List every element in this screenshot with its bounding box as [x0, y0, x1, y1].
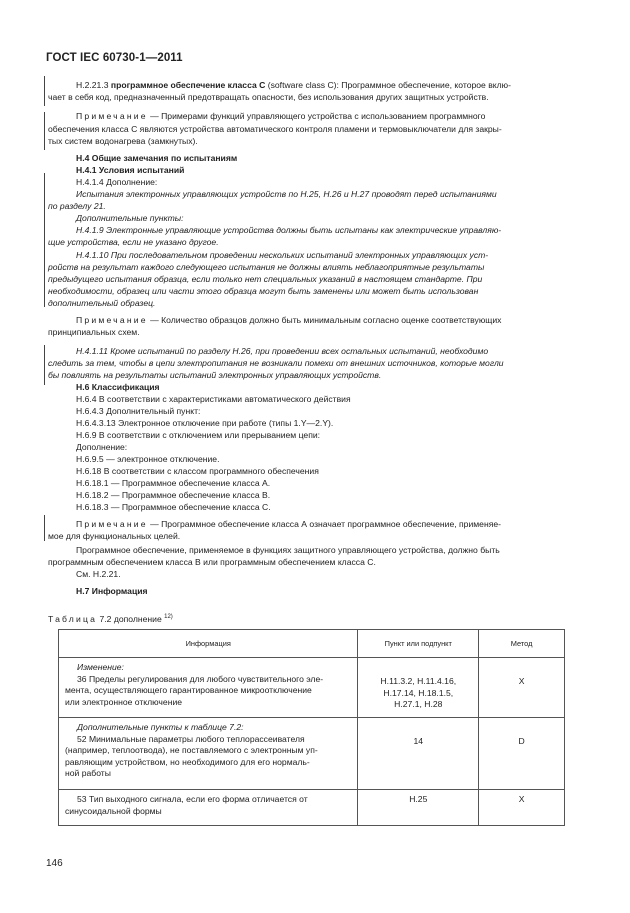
cell-line: Н.17.14, Н.18.1.5, [383, 687, 454, 698]
cell-line: или электронное отключение [65, 696, 183, 707]
note-line: тых систем водонагрева (замкнутых). [48, 136, 198, 146]
table-caption [48, 612, 173, 625]
paragraph-line: по разделу 21. [48, 201, 106, 211]
cell-line: мента, осуществляющего гарантированное микроотключение [65, 685, 312, 695]
cell-line: ной работы [65, 768, 111, 778]
cell-line: Н.27.1, Н.28 [394, 699, 443, 709]
paragraph-line: следить за тем, чтобы в цепи электропитания не возникали помехи от внешних источников, которые могли [48, 358, 504, 368]
clause-text: (software class С): Программное обеспечение, которое вклю- [265, 80, 511, 90]
section-heading: Н.6 Классификация [76, 382, 160, 392]
paragraph-line: См. Н.2.21. [76, 569, 121, 579]
note-line: принципиальных схем. [48, 327, 140, 337]
paragraph-line: Н.6.9 В соответствии с отключением или прерыванием цепи: [76, 430, 321, 440]
table-header-row [59, 630, 565, 658]
table-caption-text: 7.2 дополнение [97, 613, 165, 624]
subsection-heading: Н.4.1 Условия испытаний [76, 165, 185, 175]
section-heading: Н.7 Информация [76, 586, 148, 596]
note-label: Примечание [76, 111, 148, 121]
cell-line: Н.11.3.2, Н.11.4.16, [380, 676, 457, 686]
paragraph-line: дополнительный образец. [48, 298, 156, 308]
paragraph-line: Н.6.18.1 — Программное обеспечение класса А. [76, 478, 271, 488]
cell-line: Дополнительные пункты к таблице 7.2: [77, 722, 244, 732]
paragraph-line [76, 80, 511, 91]
cell-line: (например, теплоотвода), не поставляемого с электронным уп- [65, 745, 318, 755]
change-bar [44, 212, 45, 307]
paragraph-line: предыдущего испытания образца, если только нет специальных указаний в настоящем стандарте. При [48, 274, 483, 284]
change-bar [44, 515, 45, 541]
change-bar [44, 173, 45, 213]
paragraph-line: программным обеспечением класса В или программным обеспечением класса С. [48, 557, 376, 567]
clause-number: Н.2.21.3 [76, 80, 111, 90]
method-cell: X [479, 658, 565, 718]
cell-line: 36 Пределы регулирования для любого чувствительного эле- [77, 673, 324, 684]
paragraph-line: Н.6.9.5 — электронное отключение. [76, 454, 220, 464]
cell-line: 52 Минимальные параметры любого теплорассеивателя [77, 733, 305, 744]
change-bar [44, 345, 45, 385]
note-line: обеспечения класса С являются устройства автоматического контроля пламени и термовыключатели для закры- [48, 124, 502, 134]
paragraph-line: Н.6.4 В соответствии с характеристиками автоматического действия [76, 394, 351, 404]
cell-line: синусоидальной формы [65, 805, 162, 816]
table-caption-label: Таблица [48, 613, 98, 624]
cell-line: Изменение: [77, 662, 124, 672]
method-cell: D [479, 718, 565, 790]
paragraph-line [76, 346, 488, 357]
page-number: 146 [46, 858, 63, 869]
clause-cell [358, 718, 479, 790]
paragraph-line: Программное обеспечение, применяемое в функциях защитного управляющего устройства, должно быть [76, 545, 500, 555]
paragraph-line: Дополнительные пункты: [76, 213, 184, 223]
note-text: — Программное обеспечение класса А означает программное обеспечение, применяе- [147, 519, 501, 529]
term-bold: программное обеспечение класса С [110, 80, 266, 90]
note-label: Примечание [76, 519, 148, 529]
cell-line: 53 Тип выходного сигнала, если его форма отличается от [77, 794, 308, 804]
table-row [59, 790, 565, 826]
cell-line: 14 [413, 736, 424, 746]
note-text: — Примерами функций управляющего устройства с использованием программного [147, 111, 486, 121]
table-row [59, 658, 565, 718]
paragraph-line: Н.4.1.10 При последовательном проведении нескольких испытаний электронных управляющих уст- [76, 250, 489, 260]
change-bar [44, 112, 45, 150]
paragraph-line: Н.6.4.3 Дополнительный пункт: [76, 406, 201, 416]
clause-cell [358, 658, 479, 718]
column-header: Метод [479, 630, 565, 658]
paragraph-line: бы повлиять на результаты испытаний электронных управляющих устройств. [48, 370, 382, 380]
cell-line: Н.25 [409, 794, 428, 804]
note-line [76, 315, 501, 326]
paragraph-line: Н.6.18.3 — Программное обеспечение класса С. [76, 502, 271, 512]
note-label: Примечание [76, 315, 148, 325]
paragraph-line: Испытания электронных управляющих устройств по Н.25, Н.26 и Н.27 проводят перед испытаниями [76, 189, 497, 199]
clause-cell [358, 790, 479, 826]
table-row [59, 718, 565, 790]
paragraph-line: Н.4.1.9 Электронные управляющие устройства должны быть испытаны как электрические управляю- [76, 225, 502, 235]
paragraph-line: Н.6.4.3.13 Электронное отключение при работе (типы 1.Y—2.Y). [76, 418, 334, 428]
note-line [76, 519, 501, 530]
note-line: мое для функциональных целей. [48, 531, 181, 541]
note-text: — Количество образцов должно быть минимальным согласно оценке соответствующих [147, 315, 502, 325]
footnote-ref: 12) [164, 614, 173, 620]
change-bar [44, 76, 45, 106]
clause-text: Н.4.1.11 Кроме испытаний по разделу Н.26, при проведении всех остальных испытаний, необходимо [76, 346, 489, 356]
paragraph-line: чает в себя код, предназначенный предотвращать опасности, без использования других защитных устройств. [48, 92, 489, 102]
paragraph-line: щие устройства, если не указано другое. [48, 237, 219, 247]
paragraph-line: Н.4.1.4 Дополнение: [76, 177, 158, 187]
cell-line: равляющим устройством, но необходимого для его нормаль- [65, 756, 310, 767]
paragraph-line: Н.6.18 В соответствии с классом программного обеспечения [76, 466, 319, 476]
info-cell [59, 718, 358, 790]
note-line [76, 111, 485, 122]
info-cell [59, 790, 358, 826]
column-header: Пункт или подпункт [358, 630, 479, 658]
standard-header: ГОСТ IEC 60730-1—2011 [46, 52, 183, 64]
method-cell: X [479, 790, 565, 826]
paragraph-line: Н.6.18.2 — Программное обеспечение класса В. [76, 490, 271, 500]
paragraph-line: ройств на результат каждого следующего испытания не должны влиять неблагоприятные результаты [48, 262, 485, 272]
information-table [58, 629, 565, 826]
paragraph-line: Дополнение: [76, 442, 128, 452]
column-header: Информация [59, 630, 358, 658]
paragraph-line: необходимости, образец или части этого образца могут быть заменены или может быть использован [48, 286, 479, 296]
section-heading: Н.4 Общие замечания по испытаниям [76, 153, 238, 163]
info-cell [59, 658, 358, 718]
